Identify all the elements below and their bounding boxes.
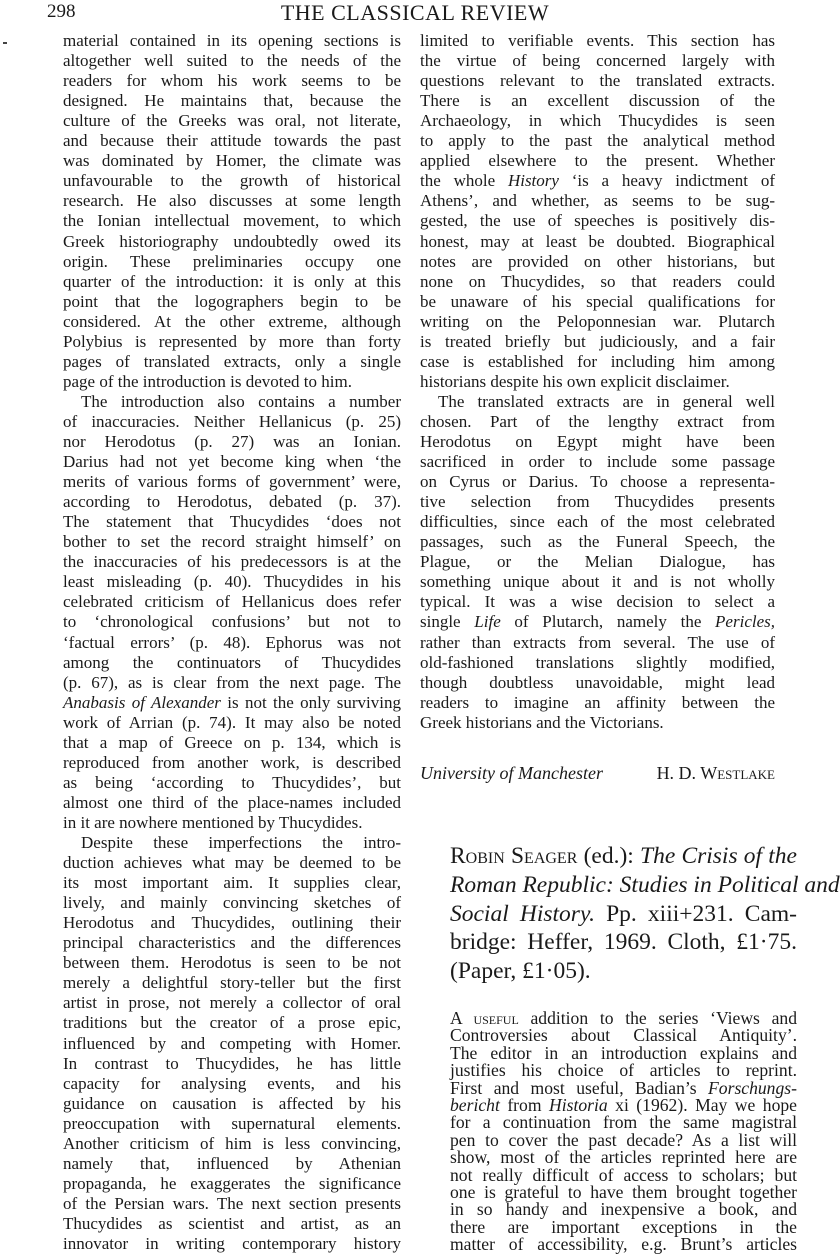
text-line: though doubtless unavoidable, might lead [420, 672, 775, 692]
text-line: passages, such as the Funeral Speech, the [420, 532, 775, 552]
text-line: Controversies about Classical Antiquity’. [450, 1025, 797, 1046]
text-segment: page of the introduction is devoted to him. [63, 371, 352, 391]
italic-text: Social History. [450, 900, 595, 927]
text-segment: First and most useful, Badian’s [450, 1077, 709, 1098]
text-line: show, most of the articles reprinted here are [450, 1147, 797, 1168]
text-segment: (Paper, £1·05). [450, 958, 591, 985]
text-line [450, 958, 797, 985]
text-segment: in it are nowhere mentioned by Thucydides. [63, 812, 363, 832]
text-line: preoccupation with supernatural elements. [63, 1113, 401, 1133]
text-line [63, 372, 401, 392]
text-line: The statement that Thucydides ‘does not [63, 512, 401, 532]
text-line: merits of various forms of government’ were, [63, 472, 401, 492]
text-line: in so handy and inexpensive a book, and [450, 1199, 797, 1220]
italic-text: Historia [549, 1095, 608, 1115]
margin-mark [3, 42, 7, 44]
text-line [450, 843, 797, 870]
text-line: material contained in its opening sections is [63, 31, 401, 50]
text-line: propaganda, he exaggerates the significance [63, 1173, 401, 1193]
text-line: honest, may at least be doubted. Biographical [420, 231, 775, 251]
text-line: of the Persian wars. The next section presents [63, 1193, 401, 1213]
text-line [63, 833, 401, 853]
text-line [420, 713, 775, 733]
affiliation: University of Manchester [420, 763, 603, 783]
text-line: questions relevant to the translated extracts. [420, 71, 775, 91]
text-line: was dominated by Homer, the climate was [63, 151, 401, 171]
text-line: bother to set the record straight himself’ on [63, 532, 401, 552]
text-line: chosen. Part of the lengthy extract from [420, 411, 775, 431]
text-line: work of Arrian (p. 74). It may also be noted [63, 712, 401, 732]
text-line [420, 392, 775, 412]
text-segment: Greek historians and the Victorians. [420, 712, 664, 732]
text-segment: The translated extracts are in general well [438, 391, 775, 411]
italic-text: The Crisis of the [640, 843, 797, 869]
text-line: the inaccuracies of his predecessors is at the [63, 552, 401, 572]
text-line: Darius had not yet become king when ‘the [63, 452, 401, 472]
text-line: its most important aim. It supplies clear, [63, 873, 401, 893]
text-line: almost one third of the place-names included [63, 792, 401, 812]
text-segment: xi (1962). May we hope [607, 1095, 797, 1115]
text-line: There is an excellent discussion of the [420, 91, 775, 111]
text-line: principal characteristics and the differences [63, 933, 401, 953]
text-segment: Pp. xiii+231. Cam- [594, 900, 797, 927]
text-line: writing on the Peloponnesian war. Plutarch [420, 311, 775, 331]
italic-text: Roman Republic: Studies in Political and [450, 871, 840, 898]
text-line: Plague, or the Melian Dialogue, has [420, 552, 775, 572]
text-line: merely a delightful story-teller but the first [63, 973, 401, 993]
text-line: is treated briefly but judiciously, and a fair [420, 331, 775, 351]
text-line: artist in prose, not merely a collector of oral [63, 993, 401, 1013]
page-number: 298 [47, 1, 76, 22]
text-line: something unique about it and is not wholly [420, 572, 775, 592]
text-line [420, 612, 775, 632]
text-line: justifies his choice of articles to reprint. [450, 1060, 797, 1081]
text-segment: Despite these imperfections the intro- [81, 833, 401, 852]
italic-text: Forschungs- [708, 1077, 797, 1098]
text-line: unfavourable to the growth of historical [63, 171, 401, 191]
text-line: In contrast to Thucydides, he has little [63, 1053, 401, 1073]
text-line: duction achieves what may be deemed to be [63, 853, 401, 873]
text-line: origin. These preliminaries occupy one [63, 251, 401, 271]
text-line: altogether well suited to the needs of the [63, 51, 401, 71]
text-line: typical. It was a wise decision to select a [420, 592, 775, 612]
small-caps-text: useful [473, 1008, 519, 1028]
italic-text: History [507, 171, 559, 191]
text-line: capacity for analysing events, and his [63, 1073, 401, 1093]
text-line: Herodotus on Egypt might have been [420, 432, 775, 451]
text-line [63, 813, 401, 833]
text-line: not really difficult of access to scholars; but [450, 1164, 797, 1185]
text-line: pages of translated extracts, only a single [63, 351, 401, 371]
text-line: research. He also discusses at some length [63, 191, 401, 211]
text-line: limited to verifiable events. This section has [420, 31, 775, 50]
text-line: The editor in an introduction explains and [450, 1042, 797, 1063]
text-line: least misleading (p. 40). Thucydides in his [63, 572, 401, 592]
text-segment: single [420, 612, 475, 632]
text-line [450, 871, 840, 899]
text-line: innovator in writing contemporary history [63, 1234, 401, 1253]
text-line: celebrated criticism of Hellanicus does refer [63, 592, 401, 612]
reviewer-name: H. D. Westlake [656, 763, 775, 783]
small-caps-text: Robin Seager [450, 843, 578, 869]
text-segment: ‘is a heavy indictment of [558, 171, 775, 191]
text-line: and because their attitude towards the past [63, 131, 401, 151]
text-line: tive selection from Thucydides presents [420, 492, 775, 512]
text-line: Archaeology, in which Thucydides is seen [420, 111, 775, 131]
text-line: to apply to the past the analytical method [420, 131, 775, 151]
italic-text: Pericles, [715, 612, 775, 632]
text-line: reproduced from another work, is described [63, 752, 401, 772]
running-title: THE CLASSICAL REVIEW [280, 0, 550, 25]
text-segment: the whole [420, 171, 508, 191]
text-line: considered. At the other extreme, although [63, 311, 401, 331]
review-signature [420, 763, 775, 784]
text-line: there are important exceptions in the [450, 1216, 797, 1237]
text-line: traditions but the creator of a prose epic, [63, 1013, 401, 1033]
text-line: according to Herodotus, debated (p. 37). [63, 492, 401, 512]
text-line [63, 392, 401, 412]
text-line: influenced by and competing with Homer. [63, 1033, 401, 1053]
text-line [63, 693, 401, 713]
text-line: rather than extracts from several. The use of [420, 632, 775, 652]
text-segment: The introduction also contains a number [81, 391, 401, 411]
text-line: guidance on causation is affected by his [63, 1093, 401, 1113]
italic-text: Anabasis of Alexander [63, 692, 221, 712]
text-line: point that the logographers begin to be [63, 291, 401, 311]
text-line: pen to cover the past decade? As a list will [450, 1129, 797, 1150]
text-line: readers to imagine an affinity between the [420, 692, 775, 712]
text-line: nor Herodotus (p. 27) was an Ionian. [63, 432, 401, 451]
text-line: case is established for including him among [420, 351, 775, 371]
text-line: Another criticism of him is less convincing, [63, 1133, 401, 1153]
text-line: quarter of the introduction: it is only at this [63, 271, 401, 291]
text-line: Athens’, and whether, as seems to be sug- [420, 191, 775, 211]
text-line: as being ‘according to Thucydides’, but [63, 772, 401, 792]
text-line: among the continuators of Thucydides [63, 652, 401, 672]
text-line: bridge: Heffer, 1969. Cloth, £1·75. [450, 929, 797, 956]
text-segment: addition to the series ‘Views and [518, 1008, 797, 1028]
text-line: namely that, influenced by Athenian [63, 1153, 401, 1173]
text-line: designed. He maintains that, because the [63, 91, 401, 111]
text-line: ‘factual errors’ (p. 48). Ephorus was not [63, 632, 401, 652]
text-line: Greek historiography undoubtedly owed its [63, 231, 401, 251]
text-line: for a continuation from the same magistral [450, 1112, 797, 1133]
text-line: applied elsewhere to the present. Whether [420, 151, 775, 171]
italic-text: Life [474, 612, 501, 632]
text-line [450, 901, 797, 928]
text-line: difficulties, since each of the most celebrated [420, 512, 775, 532]
text-line: the virtue of being concerned largely with [420, 51, 775, 71]
text-segment: is not the only surviving [220, 692, 401, 712]
text-line: Herodotus and Thucydides, outlining their [63, 913, 401, 933]
text-line: the Ionian intellectual movement, to which [63, 211, 401, 231]
text-line [420, 372, 775, 392]
text-line: Polybius is represented by more than forty [63, 331, 401, 351]
italic-text: bericht [450, 1095, 500, 1115]
text-line: of inaccuracies. Neither Hellanicus (p. 25) [63, 411, 401, 431]
text-segment: (ed.): [577, 843, 640, 869]
text-line: on Cyrus or Darius. To choose a representa- [420, 472, 775, 492]
text-line: none on Thucydides, so that readers could [420, 271, 775, 291]
text-line: one is grateful to have them brought together [450, 1182, 797, 1202]
text-line: sacrificed in order to include some passage [420, 452, 775, 472]
text-line: culture of the Greeks was oral, not literate, [63, 111, 401, 131]
text-line: readers for whom his work seems to be [63, 71, 401, 91]
text-segment: A [450, 1008, 474, 1028]
text-segment: from [499, 1095, 549, 1115]
text-line: lively, and mainly convincing sketches of [63, 893, 401, 913]
text-line: old-fashioned translations slightly modified, [420, 652, 775, 672]
text-line: (p. 67), as is clear from the next page. The [63, 672, 401, 692]
text-line: that a map of Greece on p. 134, which is [63, 732, 401, 752]
text-line: Thucydides as scientist and artist, as an [63, 1213, 401, 1233]
text-line: notes are provided on other historians, but [420, 251, 775, 271]
text-line [420, 171, 775, 191]
text-segment: historians despite his own explicit disclaimer. [420, 371, 730, 391]
text-line: be unaware of his special qualifications for [420, 291, 775, 311]
text-line: matter of accessibility, e.g. Brunt’s articles [450, 1234, 797, 1255]
text-segment: of Plutarch, namely the [500, 612, 716, 632]
text-line: to ‘chronological confusions’ but not to [63, 612, 401, 632]
text-line: gested, the use of speeches is positively dis- [420, 211, 775, 231]
text-line: between them. Herodotus is seen to be not [63, 953, 401, 973]
